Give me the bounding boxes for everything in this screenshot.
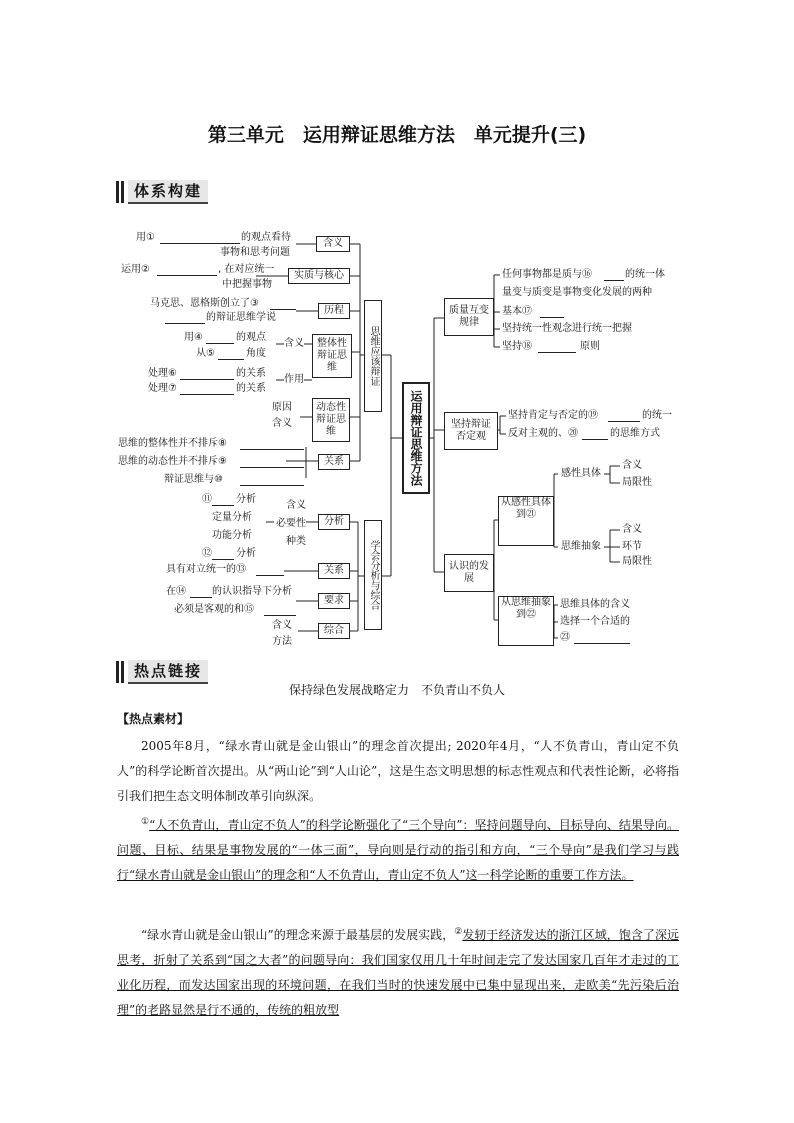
t11b: 分析	[236, 548, 256, 559]
zl-item-4: 坚持统一性观念进行统一把握	[502, 323, 632, 334]
t8: 思维的动态性并不排斥⑨	[118, 456, 227, 467]
cs-item-1: 思维具体的含义	[560, 599, 630, 610]
t11a: ⑫	[202, 548, 212, 559]
t3a: 马克思、恩格斯创立了③	[150, 298, 259, 309]
label-zhonglei: 种类	[286, 536, 306, 547]
t3b: 的辩证思维学说	[206, 312, 276, 323]
zl-item-1b: 的统一体	[625, 269, 665, 280]
t6a: 处理⑦	[148, 383, 177, 394]
blank-20	[582, 428, 608, 440]
cs-item-2: 选择一个合适的	[560, 616, 630, 627]
node-guanxi: 关系	[318, 454, 350, 470]
paragraph-3-lead: “绿水青山就是金山银山”的理念来源于最基层的发展实践，	[141, 928, 455, 942]
label-zuoyong: 作用	[284, 374, 304, 385]
node-zhengti: 整体性辩证思维	[312, 334, 352, 378]
paragraph-3-text: 发轫于经济发达的浙江区域，饱含了深远思考，折射了关系到“国之大者”的问题导向：我们国家仅用几十年时间走完了发达国家几百年才走过的工业化历程，而发达国家出现的环境问题，在我们当时的快速发展中已集中显现出来，走欧美“先污染后治理”的老路显然是行不通的，传统的粗放型	[117, 928, 679, 1017]
label-biyao: 必要性	[276, 518, 306, 529]
node-licheng: 历程	[318, 303, 350, 319]
t4d: 角度	[246, 348, 266, 359]
t1a: 用①	[136, 232, 155, 243]
section-label: 体系构建	[128, 180, 208, 204]
mark-1: ①	[141, 817, 150, 827]
zl-item-3: 基本⑰	[502, 306, 532, 317]
t7: 思维的整体性并不排斥⑧	[118, 438, 227, 449]
t4b: 的观点	[236, 332, 266, 343]
center-node: 运用辩证思维方法	[402, 382, 430, 494]
sw-item-1: 含义	[622, 524, 642, 535]
blank-9	[240, 456, 304, 468]
fd-item-1b: 的统一	[642, 410, 672, 421]
t1b: 的观点看待	[241, 232, 291, 243]
paragraph-3	[117, 920, 679, 1023]
blank-4	[206, 332, 234, 344]
label-hanyi3: 含义	[272, 418, 292, 429]
t5b: 的关系	[236, 368, 266, 379]
paragraph-2-text: “人不负青山，青山定不负人”的科学论断强化了“三个导向”：坚持问题导向、目标导向、结果导向。问题、目标、结果是事物发展的“一体三面”，导向则是行动的指引和方向，“三个导向”是我们学习与践行“绿水青山就是金山银山”的理念和“人不负青山，青山定不负人”这一科学论断的重要工作方法。	[117, 818, 679, 882]
section-bars-icon	[116, 661, 124, 683]
zl-item-5: 坚持⑱	[502, 341, 532, 352]
label-siwei: 思维抽象	[558, 540, 604, 554]
t5a: 处理⑥	[148, 368, 177, 379]
blank-12	[212, 548, 234, 560]
t2a: 运用②	[121, 264, 150, 275]
node-siwei-bianzheng: 思维应该辩证	[364, 300, 382, 412]
fd-item-2b: 的思维方式	[610, 428, 660, 439]
zl-item-1a: 任何事物都是质与⑯	[502, 269, 592, 280]
label-dingliang: 定量分析	[212, 512, 252, 523]
t13b: 的认识指导下分析	[212, 586, 292, 597]
node-ganxing: 从感性具体到㉑	[498, 496, 554, 546]
paragraph-2	[117, 810, 679, 888]
blank-11	[212, 494, 234, 506]
label-gongneng: 功能分析	[212, 530, 252, 541]
blank-1	[160, 232, 240, 244]
t10b: 分析	[236, 494, 256, 505]
label-yuanyin: 原因	[272, 402, 292, 413]
hot-subtitle: 保持绿色发展战略定力 不负青山不负人	[288, 683, 505, 697]
label-fangfa: 方法	[272, 636, 292, 647]
section-label: 热点链接	[128, 660, 208, 684]
node-guanxi2: 关系	[318, 563, 350, 579]
blank-3	[270, 298, 296, 310]
zl-item-2: 量变与质变是事物变化发展的两种	[502, 287, 652, 298]
label-hanyi5: 含义	[272, 620, 292, 631]
cs-item-3: ㉓	[560, 632, 570, 643]
blank-10	[240, 474, 304, 486]
sw-item-3: 局限性	[622, 556, 652, 567]
node-fenxi-zonghe: 学会分析与综合	[364, 520, 382, 630]
node-fouding: 坚持辩证否定观	[444, 412, 498, 450]
blank-15	[264, 604, 296, 616]
node-yaoqiu: 要求	[318, 593, 350, 609]
mark-2: ②	[454, 927, 463, 937]
t13a: 在⑭	[166, 586, 186, 597]
t9: 辩证思维与⑩	[164, 474, 223, 485]
node-shizhi: 实质与核心	[288, 268, 350, 284]
t1c: 事物和思考问题	[220, 247, 290, 258]
label-ganxing: 感性具体	[558, 467, 604, 481]
zl-item-5b: 原则	[580, 341, 600, 352]
t4c: 从⑤	[196, 348, 215, 359]
gx-item-2: 局限性	[622, 477, 652, 488]
t12: 具有对立统一的⑬	[166, 564, 246, 575]
paragraph-1: 2005年8月，“绿水青山就是金山银山”的理念首次提出; 2020年4月，“人不负青山，青山定不负人”的科学论断首次提出。从“两山论”到“人山论”，这是生态文明思想的标志性观点和代表性论断，必将指引我们把生态文明体制改革引向纵深。	[117, 739, 679, 803]
t6b: 的关系	[236, 383, 266, 394]
t2c: 中把握事物	[222, 279, 272, 290]
fd-item-1a: 坚持肯定与否定的⑲	[508, 410, 598, 421]
blank-8	[240, 438, 304, 450]
t2b: , 在对应统一	[218, 264, 275, 275]
node-zhiliang: 质量互变规律	[444, 298, 494, 336]
blank-6	[180, 368, 234, 380]
blank-14	[190, 586, 212, 598]
gx-item-1: 含义	[622, 460, 642, 471]
blank-18	[538, 341, 576, 353]
label-hanyi4: 含义	[286, 500, 306, 511]
page-title: 第三单元 运用辩证思维方法 单元提升(三)	[207, 124, 587, 146]
label-hanyi2: 含义	[284, 338, 304, 349]
node-renshi: 认识的发展	[444, 554, 494, 592]
node-fenxi: 分析	[318, 514, 350, 530]
blank-13	[256, 564, 284, 576]
blank-2	[157, 264, 217, 276]
node-zonghe: 综合	[318, 623, 350, 639]
blank-16	[604, 269, 624, 281]
hot-tag: 【热点素材】	[117, 712, 190, 726]
blank-7	[180, 383, 234, 395]
node-hanyi: 含义	[316, 236, 350, 252]
blank-3b	[165, 312, 205, 324]
t10a: ⑪	[202, 494, 212, 505]
blank-19	[608, 410, 640, 422]
t13c: 必须是客观的和⑮	[174, 604, 254, 615]
node-dongtai: 动态性辩证思维	[312, 398, 350, 442]
node-cong-siwei: 从思维抽象到㉒	[498, 596, 554, 646]
blank-23	[574, 632, 630, 644]
blank-17	[540, 306, 564, 318]
fd-item-2a: 反对主观的、⑳	[508, 428, 578, 439]
t4a: 用④	[184, 332, 203, 343]
sw-item-2: 环节	[622, 541, 642, 552]
blank-5	[218, 348, 244, 360]
